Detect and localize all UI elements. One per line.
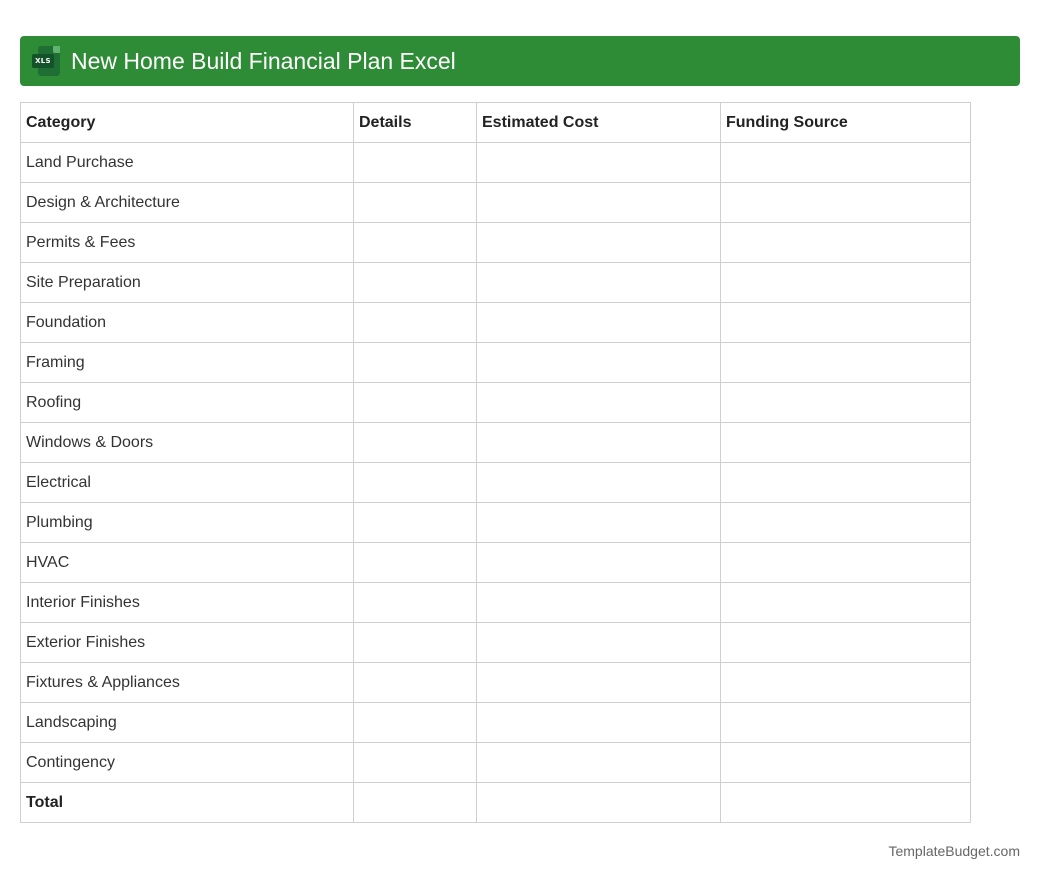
details-cell [354, 783, 477, 823]
estimated-cost-cell [477, 383, 721, 423]
estimated-cost-cell [477, 183, 721, 223]
funding-source-cell [721, 303, 971, 343]
details-cell [354, 183, 477, 223]
table-row [21, 423, 971, 463]
column-header-funding-source: Funding Source [721, 103, 971, 143]
page-header [20, 36, 1020, 86]
details-cell [354, 343, 477, 383]
estimated-cost-cell [477, 303, 721, 343]
category-cell: HVAC [21, 543, 354, 583]
estimated-cost-cell [477, 143, 721, 183]
details-cell [354, 543, 477, 583]
table-row [21, 143, 971, 183]
details-cell [354, 743, 477, 783]
table-row [21, 743, 971, 783]
column-header-category: Category [21, 103, 354, 143]
details-cell [354, 583, 477, 623]
category-cell: Electrical [21, 463, 354, 503]
funding-source-cell [721, 463, 971, 503]
funding-source-cell [721, 543, 971, 583]
category-cell: Plumbing [21, 503, 354, 543]
funding-source-cell [721, 783, 971, 823]
category-cell: Land Purchase [21, 143, 354, 183]
details-cell [354, 703, 477, 743]
table-row [21, 583, 971, 623]
estimated-cost-cell [477, 463, 721, 503]
xls-icon-label: XLS [32, 54, 54, 68]
funding-source-cell [721, 223, 971, 263]
estimated-cost-cell [477, 543, 721, 583]
column-header-estimated-cost: Estimated Cost [477, 103, 721, 143]
funding-source-cell [721, 503, 971, 543]
details-cell [354, 503, 477, 543]
category-cell: Total [21, 783, 354, 823]
estimated-cost-cell [477, 423, 721, 463]
estimated-cost-cell [477, 223, 721, 263]
table-row [21, 543, 971, 583]
xls-file-icon [32, 46, 60, 76]
funding-source-cell [721, 383, 971, 423]
financial-plan-table [20, 102, 971, 823]
funding-source-cell [721, 703, 971, 743]
estimated-cost-cell [477, 783, 721, 823]
funding-source-cell [721, 663, 971, 703]
estimated-cost-cell [477, 263, 721, 303]
details-cell [354, 623, 477, 663]
estimated-cost-cell [477, 743, 721, 783]
category-cell: Landscaping [21, 703, 354, 743]
category-cell: Fixtures & Appliances [21, 663, 354, 703]
details-cell [354, 263, 477, 303]
estimated-cost-cell [477, 663, 721, 703]
category-cell: Foundation [21, 303, 354, 343]
category-cell: Exterior Finishes [21, 623, 354, 663]
funding-source-cell [721, 623, 971, 663]
details-cell [354, 663, 477, 703]
footer-credit: TemplateBudget.com [888, 843, 1020, 859]
table-row [21, 383, 971, 423]
estimated-cost-cell [477, 703, 721, 743]
details-cell [354, 423, 477, 463]
table-row [21, 263, 971, 303]
funding-source-cell [721, 343, 971, 383]
details-cell [354, 303, 477, 343]
details-cell [354, 143, 477, 183]
funding-source-cell [721, 263, 971, 303]
funding-source-cell [721, 583, 971, 623]
table-row [21, 623, 971, 663]
details-cell [354, 383, 477, 423]
table-row [21, 303, 971, 343]
funding-source-cell [721, 743, 971, 783]
category-cell: Site Preparation [21, 263, 354, 303]
details-cell [354, 463, 477, 503]
column-header-details: Details [354, 103, 477, 143]
category-cell: Permits & Fees [21, 223, 354, 263]
table-row [21, 343, 971, 383]
estimated-cost-cell [477, 583, 721, 623]
estimated-cost-cell [477, 503, 721, 543]
funding-source-cell [721, 143, 971, 183]
table-row [21, 663, 971, 703]
funding-source-cell [721, 423, 971, 463]
category-cell: Framing [21, 343, 354, 383]
table-row [21, 183, 971, 223]
table-row [21, 463, 971, 503]
table-row [21, 223, 971, 263]
details-cell [354, 223, 477, 263]
estimated-cost-cell [477, 343, 721, 383]
category-cell: Roofing [21, 383, 354, 423]
funding-source-cell [721, 183, 971, 223]
category-cell: Interior Finishes [21, 583, 354, 623]
estimated-cost-cell [477, 623, 721, 663]
page-title: New Home Build Financial Plan Excel [71, 47, 456, 74]
table-row [21, 703, 971, 743]
total-row [21, 783, 971, 823]
table-header-row [21, 103, 971, 143]
table-row [21, 503, 971, 543]
category-cell: Contingency [21, 743, 354, 783]
category-cell: Design & Architecture [21, 183, 354, 223]
category-cell: Windows & Doors [21, 423, 354, 463]
table-body [21, 143, 971, 823]
